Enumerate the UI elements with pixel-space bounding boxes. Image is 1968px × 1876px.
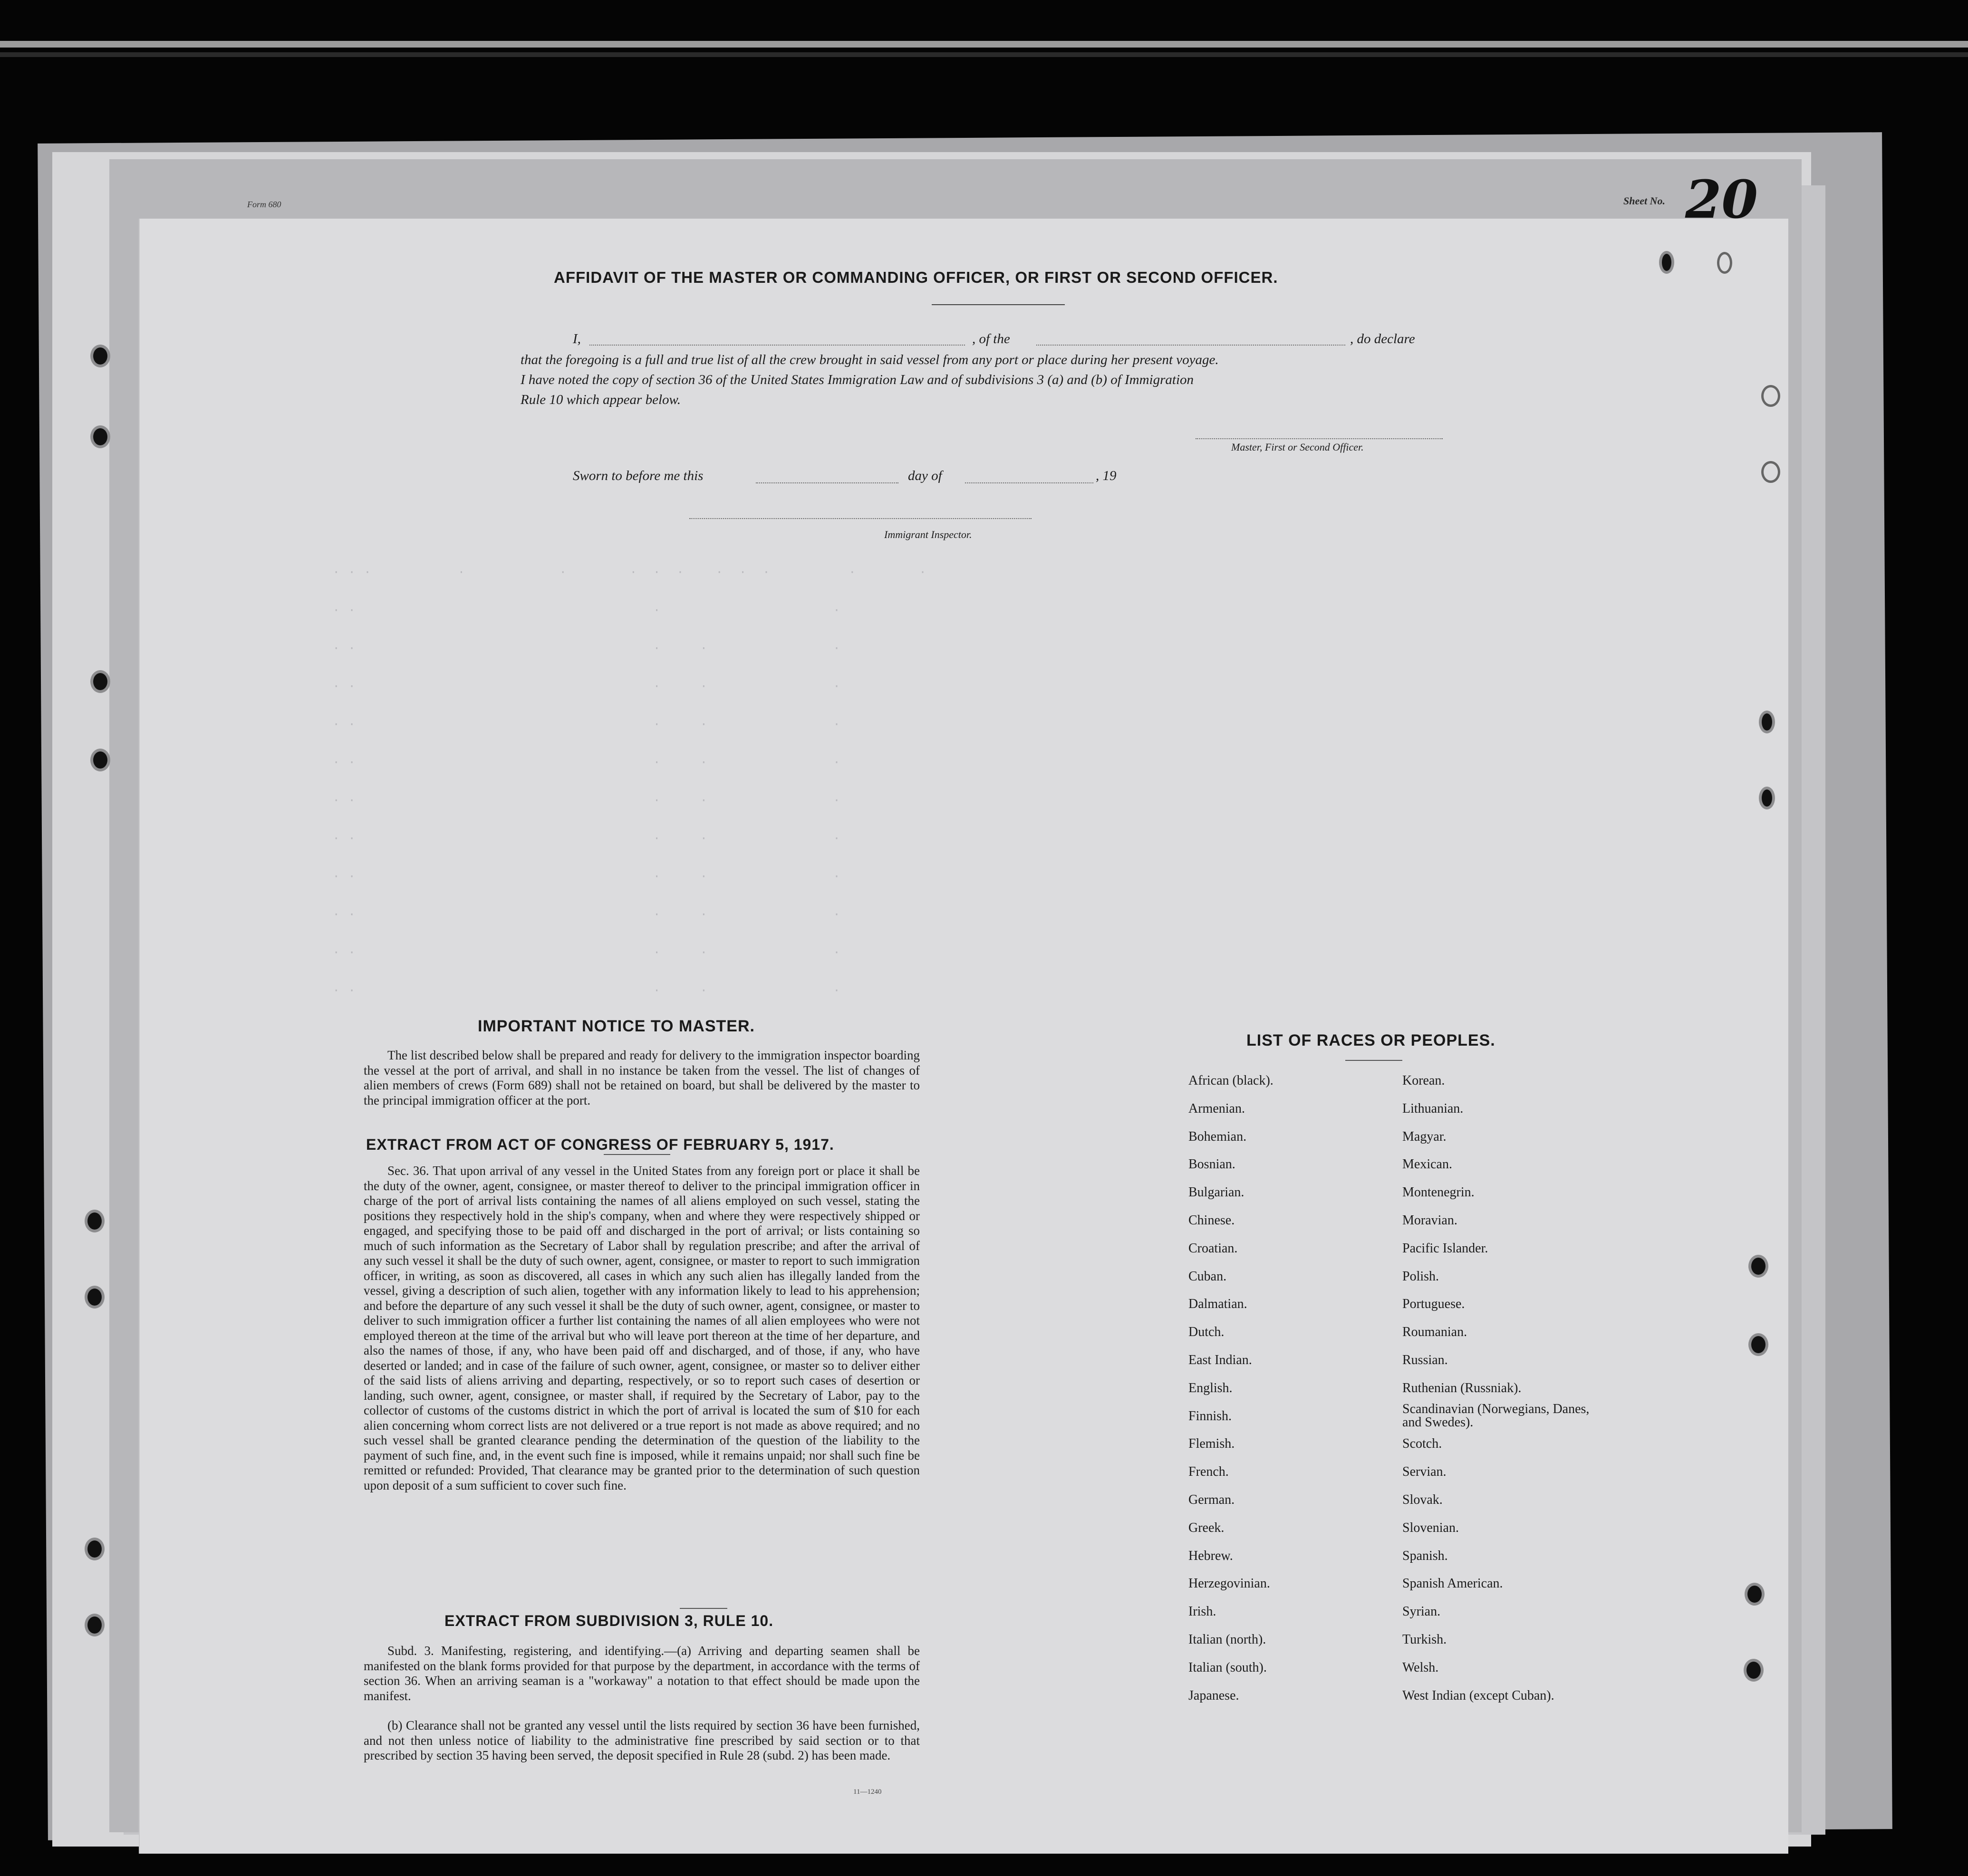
race-item: Italian (north). bbox=[1188, 1632, 1266, 1647]
affidavit-line1-mid: , of the bbox=[972, 331, 1010, 346]
sheet-number: 20 bbox=[1685, 169, 1758, 230]
notice-text: The list described below shall be prepared and ready for delivery to the immigration inspector boarding the vessel at the port of arrival, and shall in no instance be taken from the vessel. The list of changes of alien members of crews (Form 689) shall not be retained on board, but shall be delivered by the master to the principal immigration officer at the port. bbox=[364, 1048, 920, 1107]
affidavit-line1-suffix: , do declare bbox=[1350, 331, 1415, 346]
race-item: Chinese. bbox=[1188, 1212, 1235, 1228]
race-item: Hebrew. bbox=[1188, 1548, 1233, 1563]
master-signature-label: Master, First or Second Officer. bbox=[1231, 441, 1364, 453]
race-item: Bulgarian. bbox=[1188, 1185, 1244, 1200]
race-item: Moravian. bbox=[1402, 1212, 1457, 1228]
punch-hole-top-1 bbox=[1659, 251, 1674, 274]
race-item: French. bbox=[1188, 1464, 1229, 1480]
race-item: Bohemian. bbox=[1188, 1129, 1247, 1144]
sheet-label: Sheet No. bbox=[1623, 195, 1665, 207]
race-item: Korean. bbox=[1402, 1073, 1445, 1088]
race-item: Croatian. bbox=[1188, 1241, 1238, 1256]
race-item: Irish. bbox=[1188, 1604, 1216, 1619]
race-item: German. bbox=[1188, 1492, 1235, 1507]
master-signature-field[interactable] bbox=[1196, 438, 1443, 439]
sworn-month-field[interactable] bbox=[965, 482, 1093, 483]
races-right-column bbox=[1402, 1067, 1650, 1710]
punch-hole-right-3 bbox=[1759, 711, 1775, 733]
race-item: Mexican. bbox=[1402, 1157, 1452, 1172]
race-item: Portuguese. bbox=[1402, 1297, 1465, 1312]
punch-hole-right-4 bbox=[1759, 787, 1775, 809]
punch-hole-right-8 bbox=[1744, 1659, 1764, 1682]
race-item: Welsh. bbox=[1402, 1660, 1439, 1675]
extract-rule-title: EXTRACT FROM SUBDIVISION 3, RULE 10. bbox=[444, 1612, 774, 1629]
race-item: Dutch. bbox=[1188, 1325, 1225, 1340]
punch-hole-left-8 bbox=[85, 1614, 105, 1636]
sworn-day-label: day of bbox=[908, 468, 942, 483]
race-item: Slovak. bbox=[1402, 1492, 1443, 1507]
race-item: African (black). bbox=[1188, 1073, 1273, 1088]
race-item: Cuban. bbox=[1188, 1269, 1227, 1284]
form-number: Form 680 bbox=[247, 200, 281, 209]
extract-act-title-rule bbox=[604, 1154, 670, 1155]
extract-act-text: Sec. 36. That upon arrival of any vessel in the United States from any foreign port or place it shall be the duty of the owner, agent, consignee, or master thereof to deliver to the principal immigration officer in charge of the port of arrival lists containing the names of all aliens employed on such vessel, stating the positions they respectively hold in the ship's company, when and where they were respectively shipped or engaged, and specifying those to be paid off and discharged in the port of arrival; or lists containing so much of such information as the Secretary of Labor shall by regulation prescribe; and after the arrival of any such vessel it shall be the duty of such owner, agent, consignee, or master to report to such immigration officer, in writing, as soon as discovered, all cases in which any such alien has illegally landed from the vessel, giving a description of such alien, together with any information likely to lead to his apprehension; and before the departure of any such vessel it shall be the duty of such owner, agent, consignee, or master to deliver to such immigration officer a further list containing the names of all alien employees who were not employed thereon at the time of the arrival but who will leave port thereon at the time of her departure, and also the names of those, if any, who have been paid off and discharged, and of those, if any, who have deserted or landed; and in case of the failure of such owner, agent, consignee, or master so to deliver either of the said lists of aliens arriving and departing, respectively, or so to report such cases of desertion or landing, such owner, agent, consignee, or master shall, if required by the Secretary of Labor, pay to the collector of customs of the customs district in which the port of arrival is located the sum of $10 for each alien concerning whom correct lists are not delivered or a true report is not made as above required; and no such vessel shall be granted clearance pending the determination of the question of the liability to the payment of such fine, and, in the event such fine is imposed, while it remains unpaid; nor shall such fine be remitted or refunded: Provided, That clearance may be granted prior to the determination of such question upon deposit of a sum sufficient to cover such fine. bbox=[364, 1164, 920, 1492]
race-item: Scotch. bbox=[1402, 1436, 1442, 1452]
race-item: Bosnian. bbox=[1188, 1157, 1235, 1172]
master-name-field[interactable] bbox=[589, 345, 965, 346]
race-item: Turkish. bbox=[1402, 1632, 1447, 1647]
affidavit-line4: Rule 10 which appear below. bbox=[521, 392, 681, 407]
punch-hole-left-1 bbox=[90, 345, 110, 367]
extract-rule-text-a: Subd. 3. Manifesting, registering, and identifying.—(a) Arriving and departing seamen shall be manifested on the blank forms provided for that purpose by the department, in accordance with the terms of section 36. When an arriving seaman is a "workaway" a notation to that effect should be made upon the manifest. bbox=[364, 1644, 920, 1703]
race-item: East Indian. bbox=[1188, 1352, 1252, 1367]
race-item: Armenian. bbox=[1188, 1101, 1245, 1116]
sworn-day-field[interactable] bbox=[756, 482, 898, 483]
race-item: Greek. bbox=[1188, 1520, 1225, 1535]
race-item: Syrian. bbox=[1402, 1604, 1441, 1619]
race-item: Dalmatian. bbox=[1188, 1297, 1247, 1312]
scanner-top-rule-shadow bbox=[0, 52, 1968, 57]
race-item: Montenegrin. bbox=[1402, 1185, 1475, 1200]
race-item: Servian. bbox=[1402, 1464, 1447, 1480]
race-item: Spanish American. bbox=[1402, 1576, 1503, 1591]
punch-hole-right-6 bbox=[1748, 1333, 1768, 1356]
punch-hole-right-5 bbox=[1748, 1255, 1768, 1278]
race-item: English. bbox=[1188, 1380, 1233, 1395]
race-item: Polish. bbox=[1402, 1269, 1439, 1284]
affidavit-line3: I have noted the copy of section 36 of the United States Immigration Law and of subdivisions 3 (a) and (b) of Immigration bbox=[521, 372, 1194, 387]
sworn-prefix: Sworn to before me this bbox=[573, 468, 704, 483]
race-item: Japanese. bbox=[1188, 1688, 1239, 1703]
inspector-label: Immigrant Inspector. bbox=[884, 529, 972, 540]
punch-hole-left-6 bbox=[85, 1286, 105, 1308]
race-item: Italian (south). bbox=[1188, 1660, 1267, 1675]
race-item: West Indian (except Cuban). bbox=[1402, 1688, 1554, 1703]
punch-hole-right-1 bbox=[1761, 385, 1780, 407]
race-item: Russian. bbox=[1402, 1352, 1448, 1367]
punch-hole-right-2 bbox=[1761, 461, 1780, 483]
race-item: Lithuanian. bbox=[1402, 1101, 1464, 1116]
sworn-year-label: , 19 bbox=[1096, 468, 1117, 483]
notice-title: IMPORTANT NOTICE TO MASTER. bbox=[478, 1017, 755, 1035]
scanner-top-rule bbox=[0, 41, 1968, 48]
race-item: Flemish. bbox=[1188, 1436, 1235, 1452]
punch-hole-top-2 bbox=[1717, 252, 1732, 274]
race-item: Herzegovinian. bbox=[1188, 1576, 1270, 1591]
race-item: Pacific Islander. bbox=[1402, 1241, 1488, 1256]
races-title: LIST OF RACES OR PEOPLES. bbox=[1246, 1031, 1495, 1049]
race-item: Slovenian. bbox=[1402, 1520, 1459, 1535]
affidavit-title-rule bbox=[932, 304, 1065, 305]
race-item: Scandinavian (Norwegians, Danes, and Swedes). bbox=[1402, 1401, 1590, 1430]
punch-hole-left-4 bbox=[90, 749, 110, 771]
punch-hole-left-7 bbox=[85, 1538, 105, 1560]
affidavit-title: AFFIDAVIT OF THE MASTER OR COMMANDING OFFICER, OR FIRST OR SECOND OFFICER. bbox=[554, 269, 1278, 286]
race-item: Ruthenian (Russniak). bbox=[1402, 1380, 1522, 1395]
races-left-column bbox=[1188, 1067, 1393, 1710]
punch-hole-left-3 bbox=[90, 670, 110, 693]
affidavit-line1-prefix: I, bbox=[573, 331, 581, 346]
punch-hole-left-5 bbox=[85, 1210, 105, 1232]
extract-rule-title-rule bbox=[680, 1608, 727, 1609]
print-code: 11—1240 bbox=[853, 1788, 882, 1796]
races-title-rule bbox=[1345, 1060, 1402, 1061]
affidavit-line2: that the foregoing is a full and true list of all the crew brought in said vessel from any port or place during her present voyage. bbox=[521, 352, 1219, 367]
extract-rule-text-b: (b) Clearance shall not be granted any vessel until the lists required by section 36 have been furnished, and not then unless notice of liability to the administrative fine prescribed by said section or to that prescribed by section 35 having been served, the deposit specified in Rule 28 (subd. 2) has been made. bbox=[364, 1718, 920, 1762]
punch-hole-left-2 bbox=[90, 425, 110, 448]
race-item: Magyar. bbox=[1402, 1129, 1447, 1144]
punch-hole-right-7 bbox=[1745, 1583, 1765, 1606]
extract-act-title: EXTRACT FROM ACT OF CONGRESS OF FEBRUARY 5, 1917. bbox=[366, 1136, 834, 1153]
race-item: Roumanian. bbox=[1402, 1325, 1467, 1340]
inspector-signature-field[interactable] bbox=[689, 518, 1032, 519]
vessel-name-field[interactable] bbox=[1036, 345, 1345, 346]
race-item: Spanish. bbox=[1402, 1548, 1448, 1563]
race-item: Finnish. bbox=[1188, 1408, 1232, 1424]
